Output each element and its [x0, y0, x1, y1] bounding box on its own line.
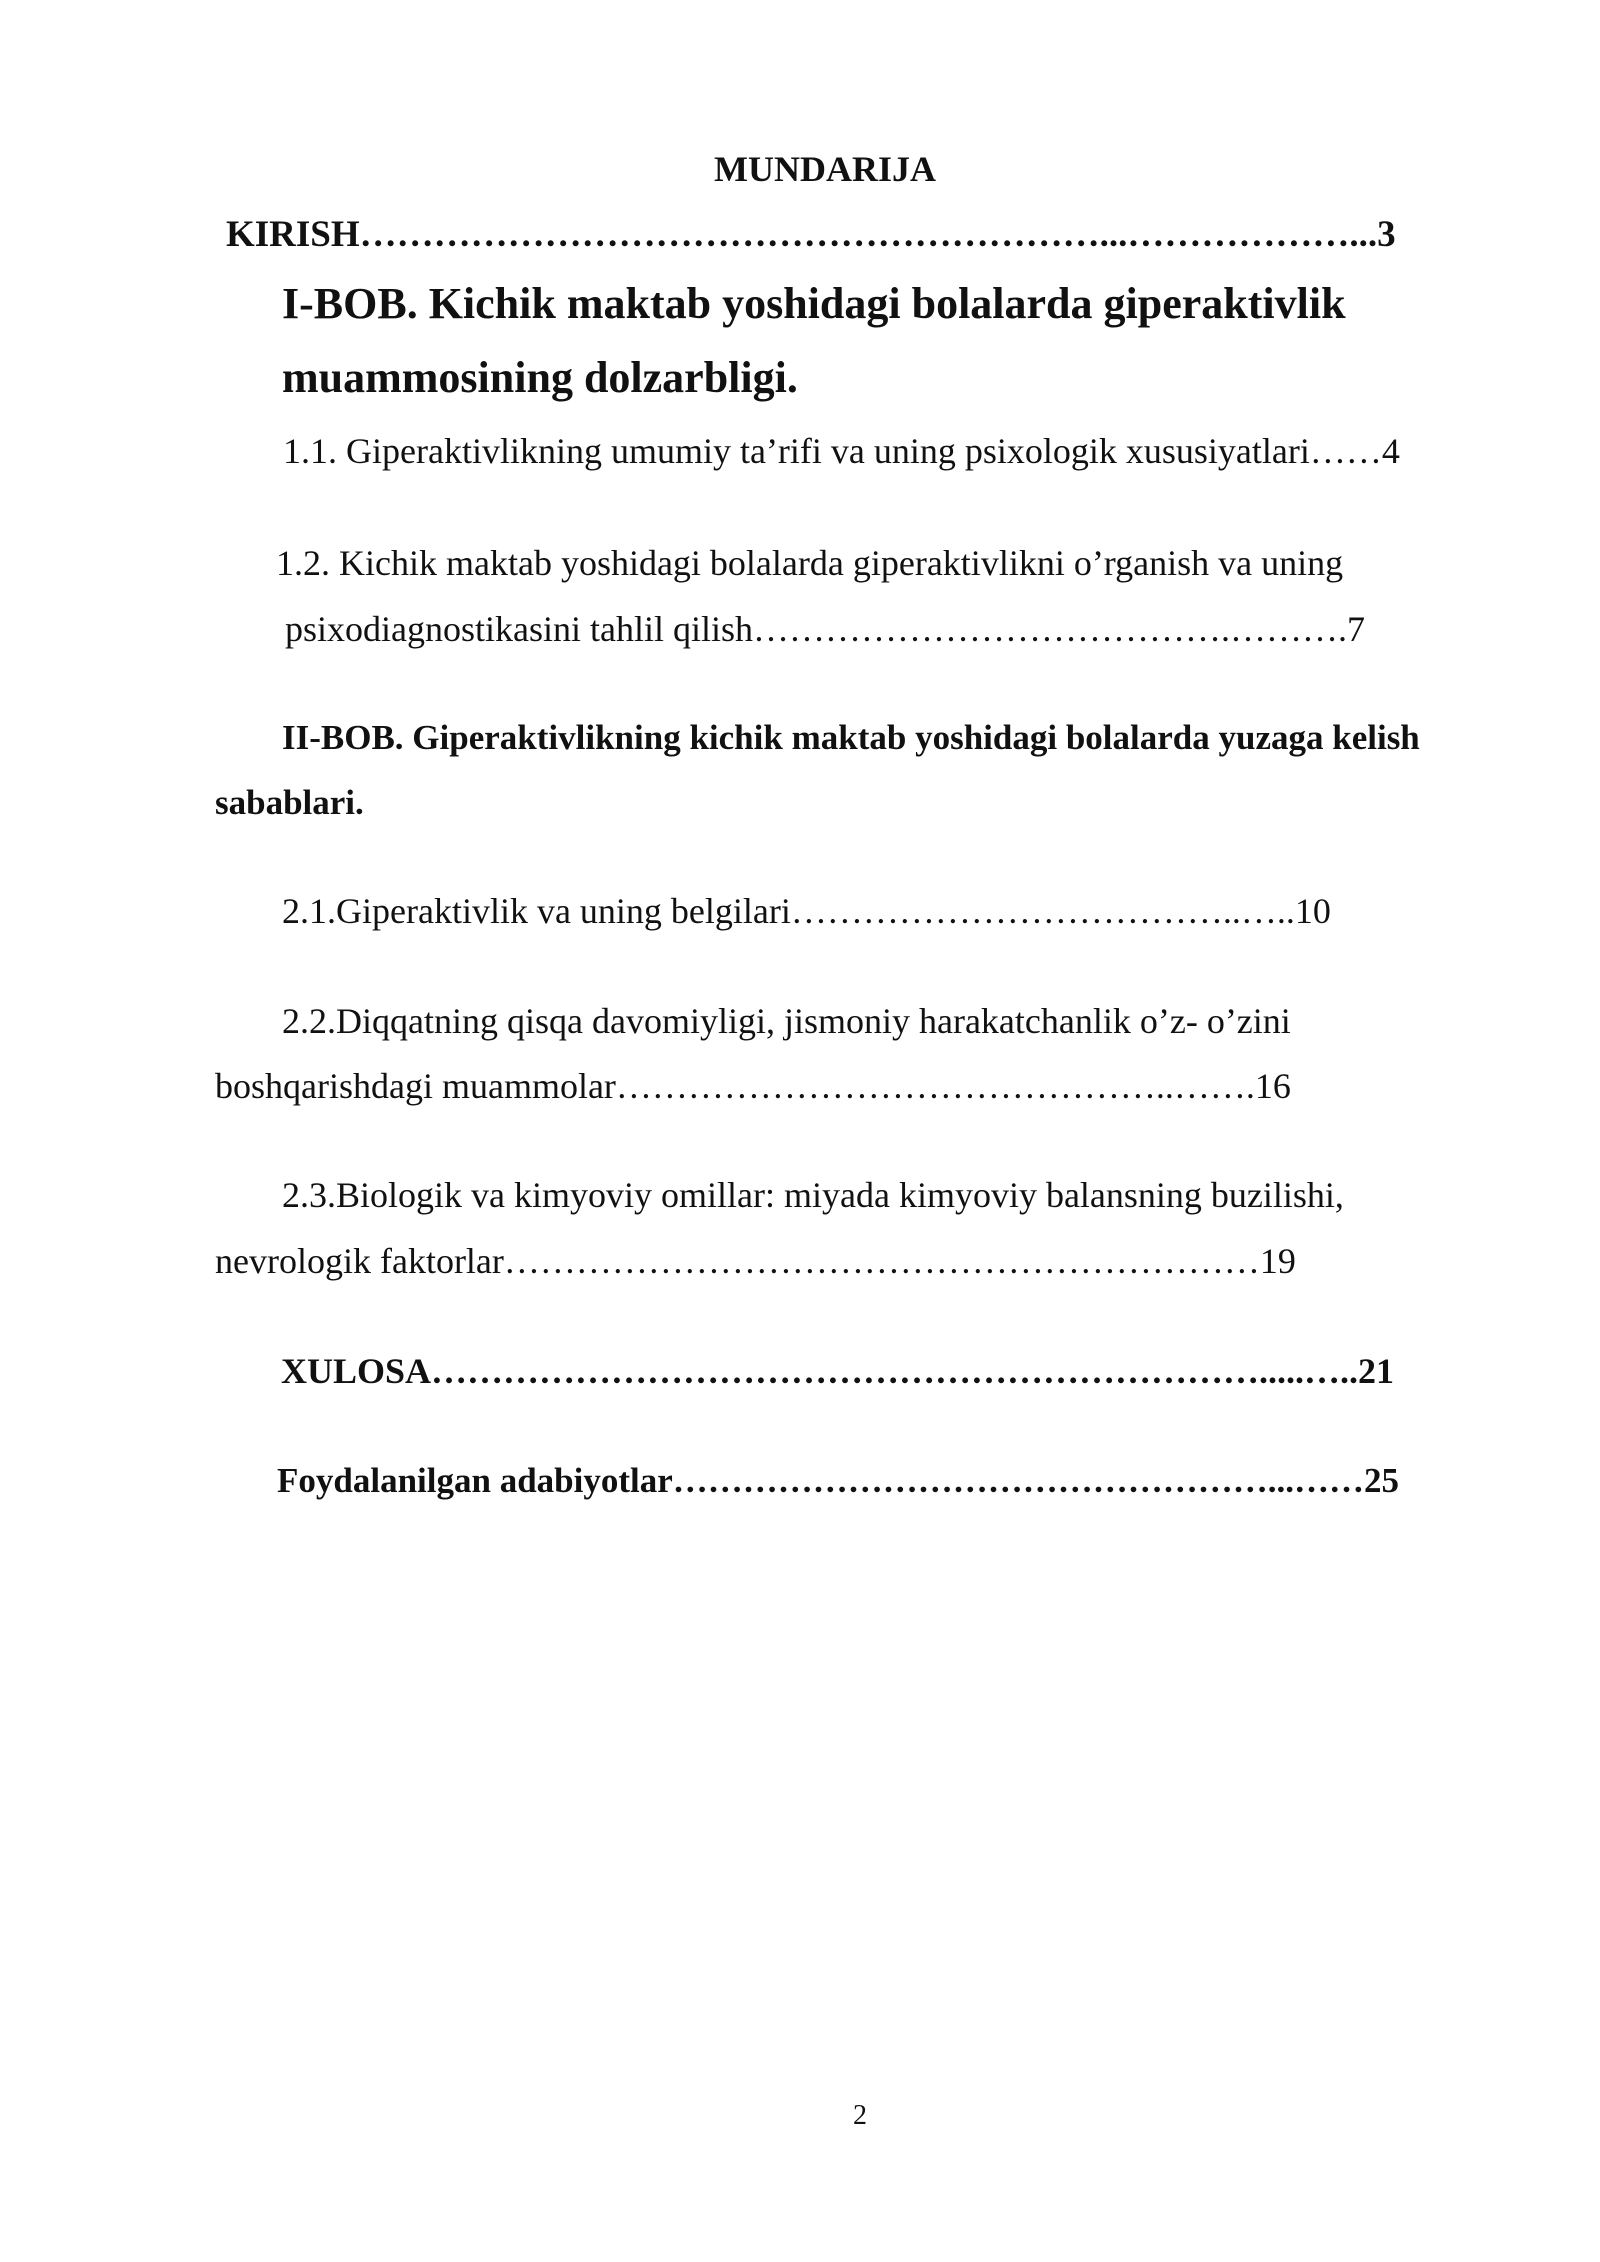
toc-chapter1-heading-line2: muammosining dolzarbligi. [282, 353, 798, 402]
toc-entry-2-1: 2.1.Giperaktivlik va uning belgilari………………………………..…..10 [282, 891, 1331, 931]
toc-entry-1-1: 1.1. Giperaktivlikning umumiy ta’rifi va uning psixologik xususiyatlari……4 [283, 431, 1400, 471]
toc-entry-kirish: KIRISH……………………………………………………...………………...3 [226, 214, 1396, 255]
toc-entry-1-2-line2: psixodiagnostikasini tahlil qilish………………………………….……….7 [285, 609, 1365, 649]
toc-entry-2-3-line1: 2.3.Biologik va kimyoviy omillar: miyada kimyoviy balansning buzilishi, [282, 1175, 1344, 1215]
toc-entry-2-3-line2: nevrologik faktorlar………………………………………………………19 [215, 1241, 1296, 1281]
page-number: 2 [853, 2100, 867, 2131]
toc-entry-2-2-line2: boshqarishdagi muammolar………………………………………..…….16 [215, 1066, 1291, 1106]
toc-chapter2-heading-line2: sabablari. [215, 783, 364, 822]
toc-entry-adabiyotlar: Foydalanilgan adabiyotlar……………………………………………...……25 [277, 1461, 1400, 1500]
toc-entry-1-2-line1: 1.2. Kichik maktab yoshidagi bolalarda giperaktivlikni o’rganish va uning [276, 543, 1344, 583]
toc-entry-2-2-line1: 2.2.Diqqatning qisqa davomiyligi, jismoniy harakatchanlik o’z- o’zini [282, 1001, 1291, 1041]
toc-entry-xulosa: XULOSA…………………………………………………………….....…..21 [281, 1351, 1395, 1391]
toc-chapter2-heading-line1: II-BOB. Giperaktivlikning kichik maktab yoshidagi bolalarda yuzaga kelish [282, 718, 1420, 757]
toc-chapter1-heading-line1: I-BOB. Kichik maktab yoshidagi bolalarda giperaktivlik [282, 279, 1346, 328]
page-title: MUNDARIJA [714, 149, 936, 189]
